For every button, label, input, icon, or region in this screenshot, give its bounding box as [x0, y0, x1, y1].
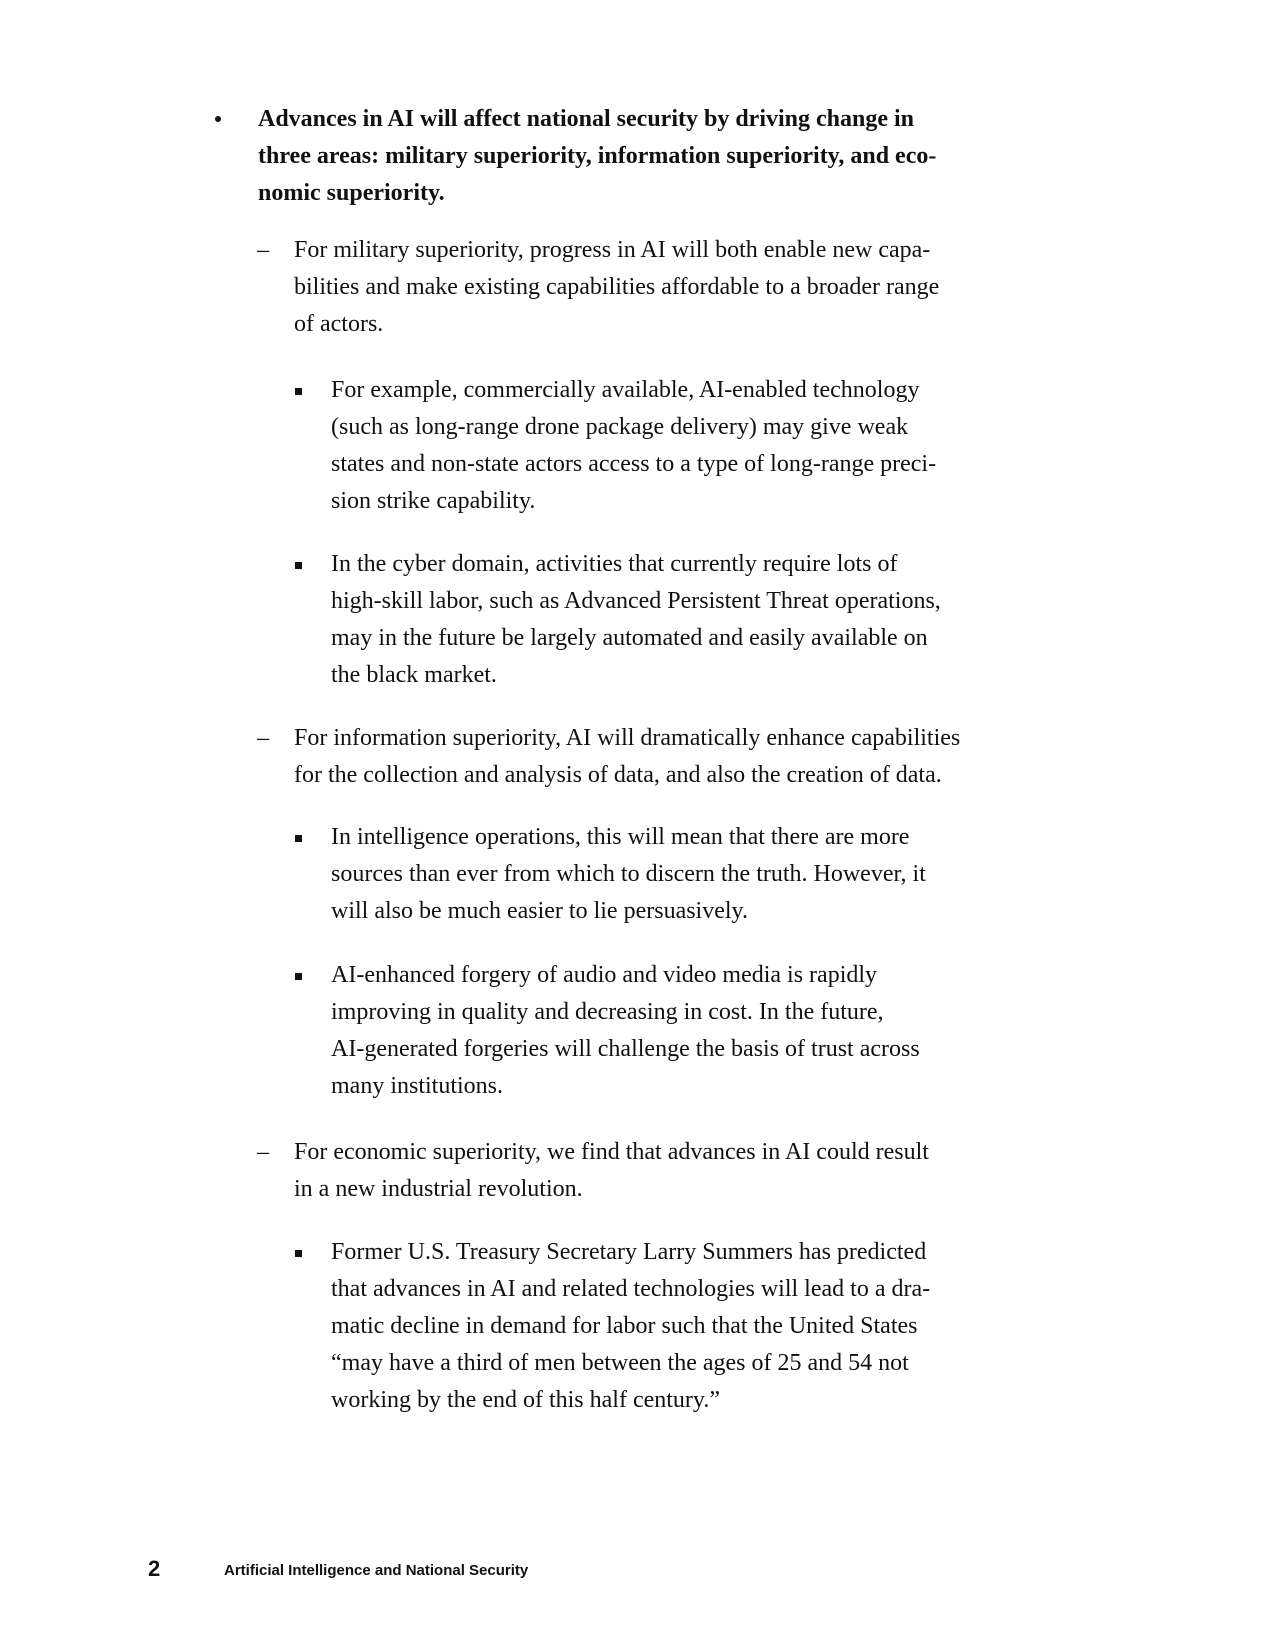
section-information-line: for the collection and analysis of data, and also the creation of data.: [294, 762, 942, 788]
subitem-line: many institutions.: [331, 1073, 504, 1099]
bullet-text-line: three areas: military superiority, information superiority, and eco-: [258, 143, 937, 169]
dash-marker: –: [257, 237, 269, 263]
subitem-line: AI-generated forgeries will challenge the basis of trust across: [331, 1036, 920, 1062]
subitem-line: matic decline in demand for labor such that the United States: [331, 1313, 918, 1339]
section-economic-line: For economic superiority, we find that advances in AI could result: [294, 1139, 929, 1165]
section-military-line: bilities and make existing capabilities affordable to a broader range: [294, 274, 940, 300]
subitem-line: the black market.: [331, 662, 497, 688]
bullet-text-line: Advances in AI will affect national security by driving change in: [258, 106, 915, 132]
subitem-line: sources than ever from which to discern the truth. However, it: [331, 861, 926, 887]
subitem-line: In intelligence operations, this will mean that there are more: [331, 824, 910, 850]
subitem-line: Former U.S. Treasury Secretary Larry Summers has predicted: [331, 1239, 927, 1265]
page-number: 2: [148, 1556, 161, 1581]
subitem-line: AI-enhanced forgery of audio and video media is rapidly: [331, 962, 878, 988]
square-bullet-marker: [295, 562, 302, 569]
square-bullet-marker: [295, 835, 302, 842]
running-footer-title: Artificial Intelligence and National Security: [224, 1562, 529, 1579]
subitem-line: working by the end of this half century.”: [331, 1387, 721, 1413]
subitem-line: In the cyber domain, activities that currently require lots of: [331, 551, 898, 577]
section-military-line: For military superiority, progress in AI will both enable new capa-: [294, 237, 931, 263]
subitem-line: sion strike capability.: [331, 488, 536, 514]
square-bullet-marker: [295, 388, 302, 395]
section-military-line: of actors.: [294, 311, 384, 337]
subitem-line: states and non-state actors access to a type of long-range preci-: [331, 451, 937, 477]
section-information-line: For information superiority, AI will dramatically enhance capabilities: [294, 725, 961, 751]
dash-marker: –: [257, 725, 269, 751]
subitem-line: (such as long-range drone package delivery) may give weak: [331, 414, 909, 440]
subitem-line: may in the future be largely automated and easily available on: [331, 625, 928, 651]
square-bullet-marker: [295, 973, 302, 980]
square-bullet-marker: [295, 1250, 302, 1257]
subitem-line: improving in quality and decreasing in cost. In the future,: [331, 999, 884, 1025]
bullet-marker: [215, 116, 221, 122]
subitem-line: “may have a third of men between the ages of 25 and 54 not: [331, 1350, 909, 1376]
section-economic-line: in a new industrial revolution.: [294, 1176, 583, 1202]
subitem-line: For example, commercially available, AI-enabled technology: [331, 377, 920, 403]
bullet-text-line: nomic superiority.: [258, 180, 445, 206]
subitem-line: will also be much easier to lie persuasively.: [331, 898, 748, 924]
subitem-line: high-skill labor, such as Advanced Persistent Threat operations,: [331, 588, 941, 614]
dash-marker: –: [257, 1139, 269, 1165]
subitem-line: that advances in AI and related technologies will lead to a dra-: [331, 1276, 931, 1302]
